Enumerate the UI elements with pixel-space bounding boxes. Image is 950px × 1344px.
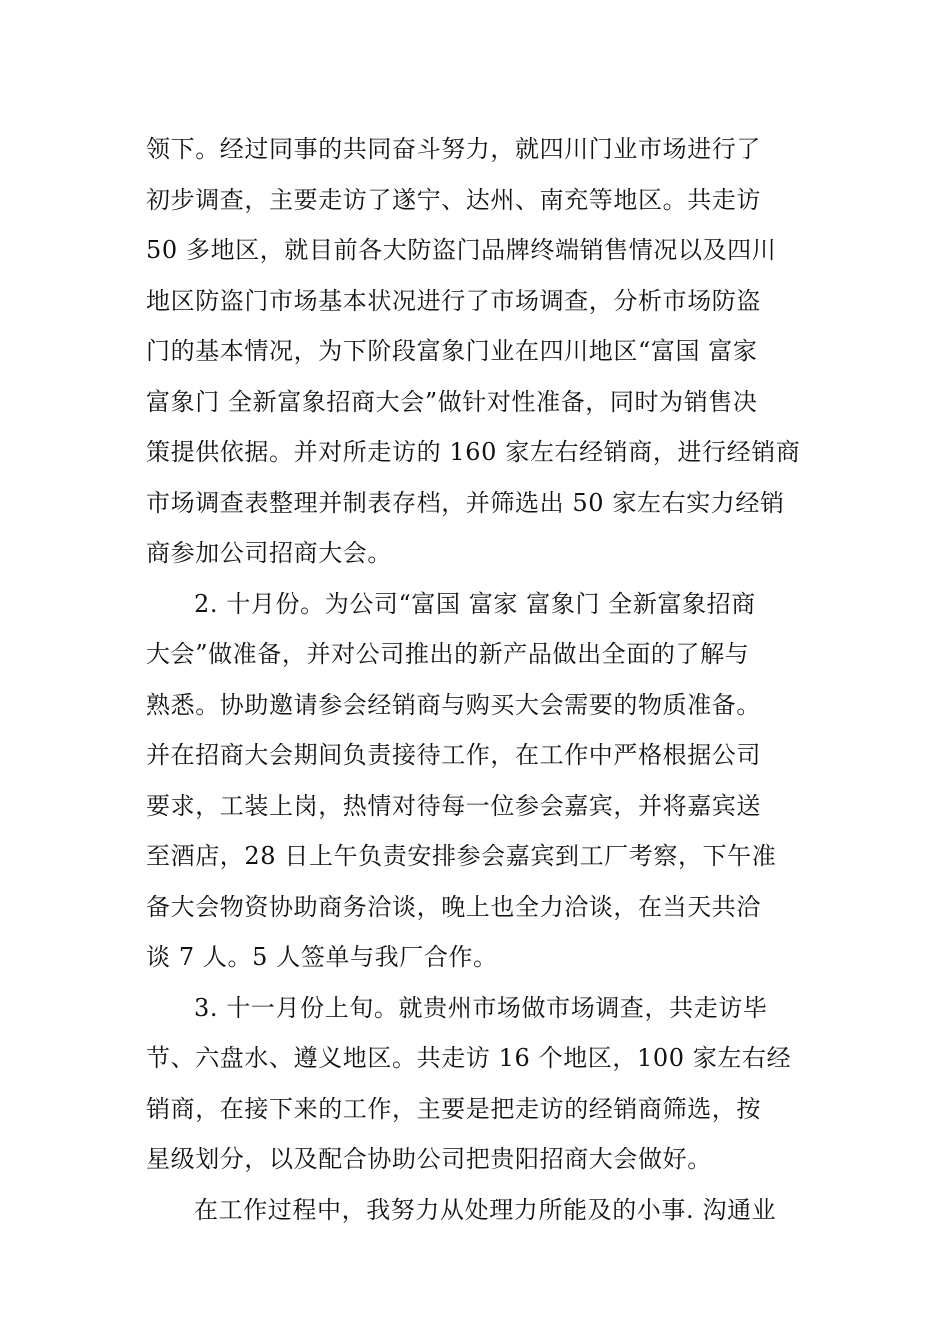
text-line: 大会”做准备，并对公司推出的新产品做出全面的了解与 — [146, 640, 750, 668]
text-line: 门的基本情况，为下阶段富象门业在四川地区“富国 富家 — [146, 337, 758, 365]
body-text — [146, 124, 806, 1235]
text-line: 销商，在接下来的工作，主要是把走访的经销商筛选，按 — [146, 1094, 761, 1123]
text-line: 策提供依据。并对所走访的 160 家左右经销商，进行经销商 — [146, 438, 801, 466]
text-line: 商参加公司招商大会。 — [146, 539, 392, 567]
text-line: 地区防盗门市场基本状况进行了市场调查，分析市场防盗 — [146, 286, 761, 315]
paragraph-3-start: 3. 十一月份上旬。就贵州市场做市场调查，共走访毕 — [194, 993, 768, 1022]
paragraph-4-start: 在工作过程中，我努力从处理力所能及的小事. 沟通业 — [194, 1195, 777, 1224]
text-line: 50 多地区，就目前各大防盗门品牌终端销售情况以及四川 — [146, 236, 777, 264]
text-line: 熟悉。协助邀请参会经销商与购买大会需要的物质准备。 — [146, 690, 761, 719]
text-line: 富象门 全新富象招商大会”做针对性准备，同时为销售决 — [146, 387, 758, 416]
text-line: 备大会物资协助商务洽谈，晚上也全力洽谈，在当天共洽 — [146, 892, 761, 921]
text-line: 要求，工装上岗，热情对待每一位参会嘉宾，并将嘉宾送 — [146, 791, 761, 820]
text-line: 初步调查，主要走访了遂宁、达州、南充等地区。共走访 — [146, 185, 761, 214]
text-line: 并在招商大会期间负责接待工作，在工作中严格根据公司 — [146, 741, 761, 769]
text-line: 节、六盘水、遵义地区。共走访 16 个地区，100 家左右经 — [146, 1044, 792, 1072]
text-line: 市场调查表整理并制表存档，并筛选出 50 家左右实力经销 — [146, 488, 785, 517]
text-line: 星级划分，以及配合协助公司把贵阳招商大会做好。 — [146, 1145, 712, 1173]
paragraph-2-start: 2. 十月份。为公司“富国 富家 富象门 全新富象招商 — [194, 589, 756, 618]
text-line: 领下。经过同事的共同奋斗努力，就四川门业市场进行了 — [146, 135, 761, 163]
text-line: 谈 7 人。5 人签单与我厂合作。 — [146, 943, 498, 971]
text-line: 至酒店，28 日上午负责安排参会嘉宾到工厂考察，下午准 — [146, 842, 777, 870]
